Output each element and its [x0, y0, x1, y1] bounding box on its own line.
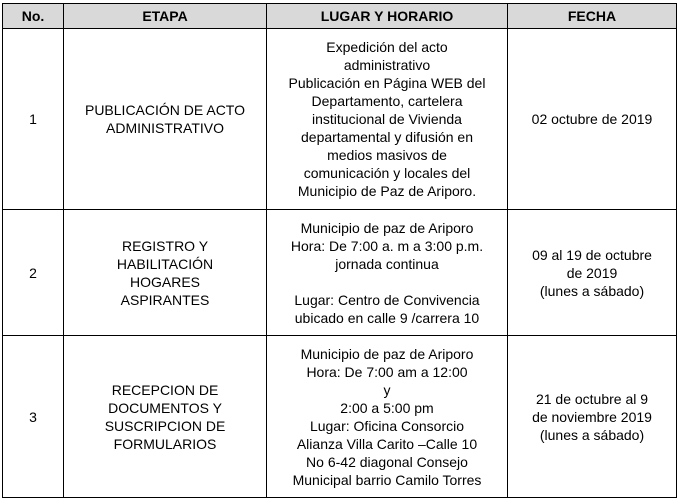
place-line: Municipio de paz de Ariporo	[300, 345, 474, 362]
stage-line: HABILITACIÓN	[116, 255, 214, 272]
place-line: Municipio de Paz de Ariporo.	[297, 183, 477, 199]
date-line: de noviembre 2019	[532, 408, 652, 425]
stage-cell	[64, 210, 267, 336]
place-line: Municipio de paz de Ariporo	[300, 219, 474, 236]
place-line: ubicado en calle 9 /carrera 10	[294, 309, 480, 326]
stage-line: ASPIRANTES	[120, 291, 210, 308]
stage-cell	[64, 29, 267, 210]
place-line: jornada continua	[335, 255, 439, 272]
date-line: 09 al 19 de octubre	[532, 246, 652, 263]
row-number: 2	[3, 210, 64, 336]
schedule-table	[2, 3, 677, 498]
header-fecha: FECHA	[508, 4, 677, 29]
place-line: Alianza Villa Carito –Calle 10	[296, 435, 478, 452]
place-line: Publicación en Página WEB del	[288, 75, 486, 91]
date-line: (lunes a sábado)	[539, 426, 645, 443]
place-line: Municipal barrio Camilo Torres	[292, 471, 482, 488]
date-line: 02 octubre de 2019	[531, 111, 653, 127]
stage-line: RECEPCION DE	[111, 381, 219, 398]
place-line: 2:00 a 5:00 pm	[340, 399, 434, 416]
place-line: departamental y difusión en	[301, 129, 473, 145]
header-no: No.	[3, 4, 64, 29]
place-line: medios masivos de	[327, 147, 447, 163]
stage-cell	[64, 336, 267, 498]
place-line: Lugar: Oficina Consorcio	[309, 417, 465, 434]
stage-line: PUBLICACIÓN DE ACTO	[84, 102, 245, 118]
date-cell	[508, 210, 677, 336]
stage-line: DOCUMENTOS Y	[108, 399, 222, 416]
row-number: 3	[3, 336, 64, 498]
row-number: 1	[3, 29, 64, 210]
place-schedule-cell	[267, 29, 508, 210]
place-schedule-cell	[267, 336, 508, 498]
table-row	[3, 210, 677, 336]
stage-line: REGISTRO Y	[121, 237, 209, 254]
place-line: Hora: De 7:00 a. m a 3:00 p.m.	[290, 237, 484, 254]
header-etapa: ETAPA	[64, 4, 267, 29]
place-line: Lugar: Centro de Convivencia	[294, 291, 480, 308]
place-schedule-cell	[267, 210, 508, 336]
place-line: Expedición del acto	[326, 39, 448, 55]
place-line: comunicación y locales del	[303, 165, 471, 181]
place-line: No 6-42 diagonal Consejo	[306, 453, 468, 470]
table-row	[3, 336, 677, 498]
date-line: 21 de octubre al 9	[535, 390, 649, 407]
place-line: Hora: De 7:00 am a 12:00	[306, 363, 468, 380]
date-cell	[508, 336, 677, 498]
stage-line: FORMULARIOS	[113, 435, 217, 452]
header-lugar: LUGAR Y HORARIO	[267, 4, 508, 29]
table-row	[3, 29, 677, 210]
header-row	[3, 4, 677, 29]
place-line: y	[383, 381, 391, 398]
date-line: (lunes a sábado)	[539, 282, 645, 299]
place-line: administrativo	[343, 57, 431, 73]
date-line: de 2019	[566, 264, 618, 281]
stage-line: HOGARES	[129, 273, 200, 290]
stage-line: ADMINISTRATIVO	[106, 120, 224, 136]
blank-line	[271, 273, 503, 291]
stage-line: SUSCRIPCION DE	[104, 417, 226, 434]
place-line: Departamento, cartelera	[311, 93, 463, 109]
date-cell	[508, 29, 677, 210]
place-line: institucional de Vivienda	[312, 111, 462, 127]
